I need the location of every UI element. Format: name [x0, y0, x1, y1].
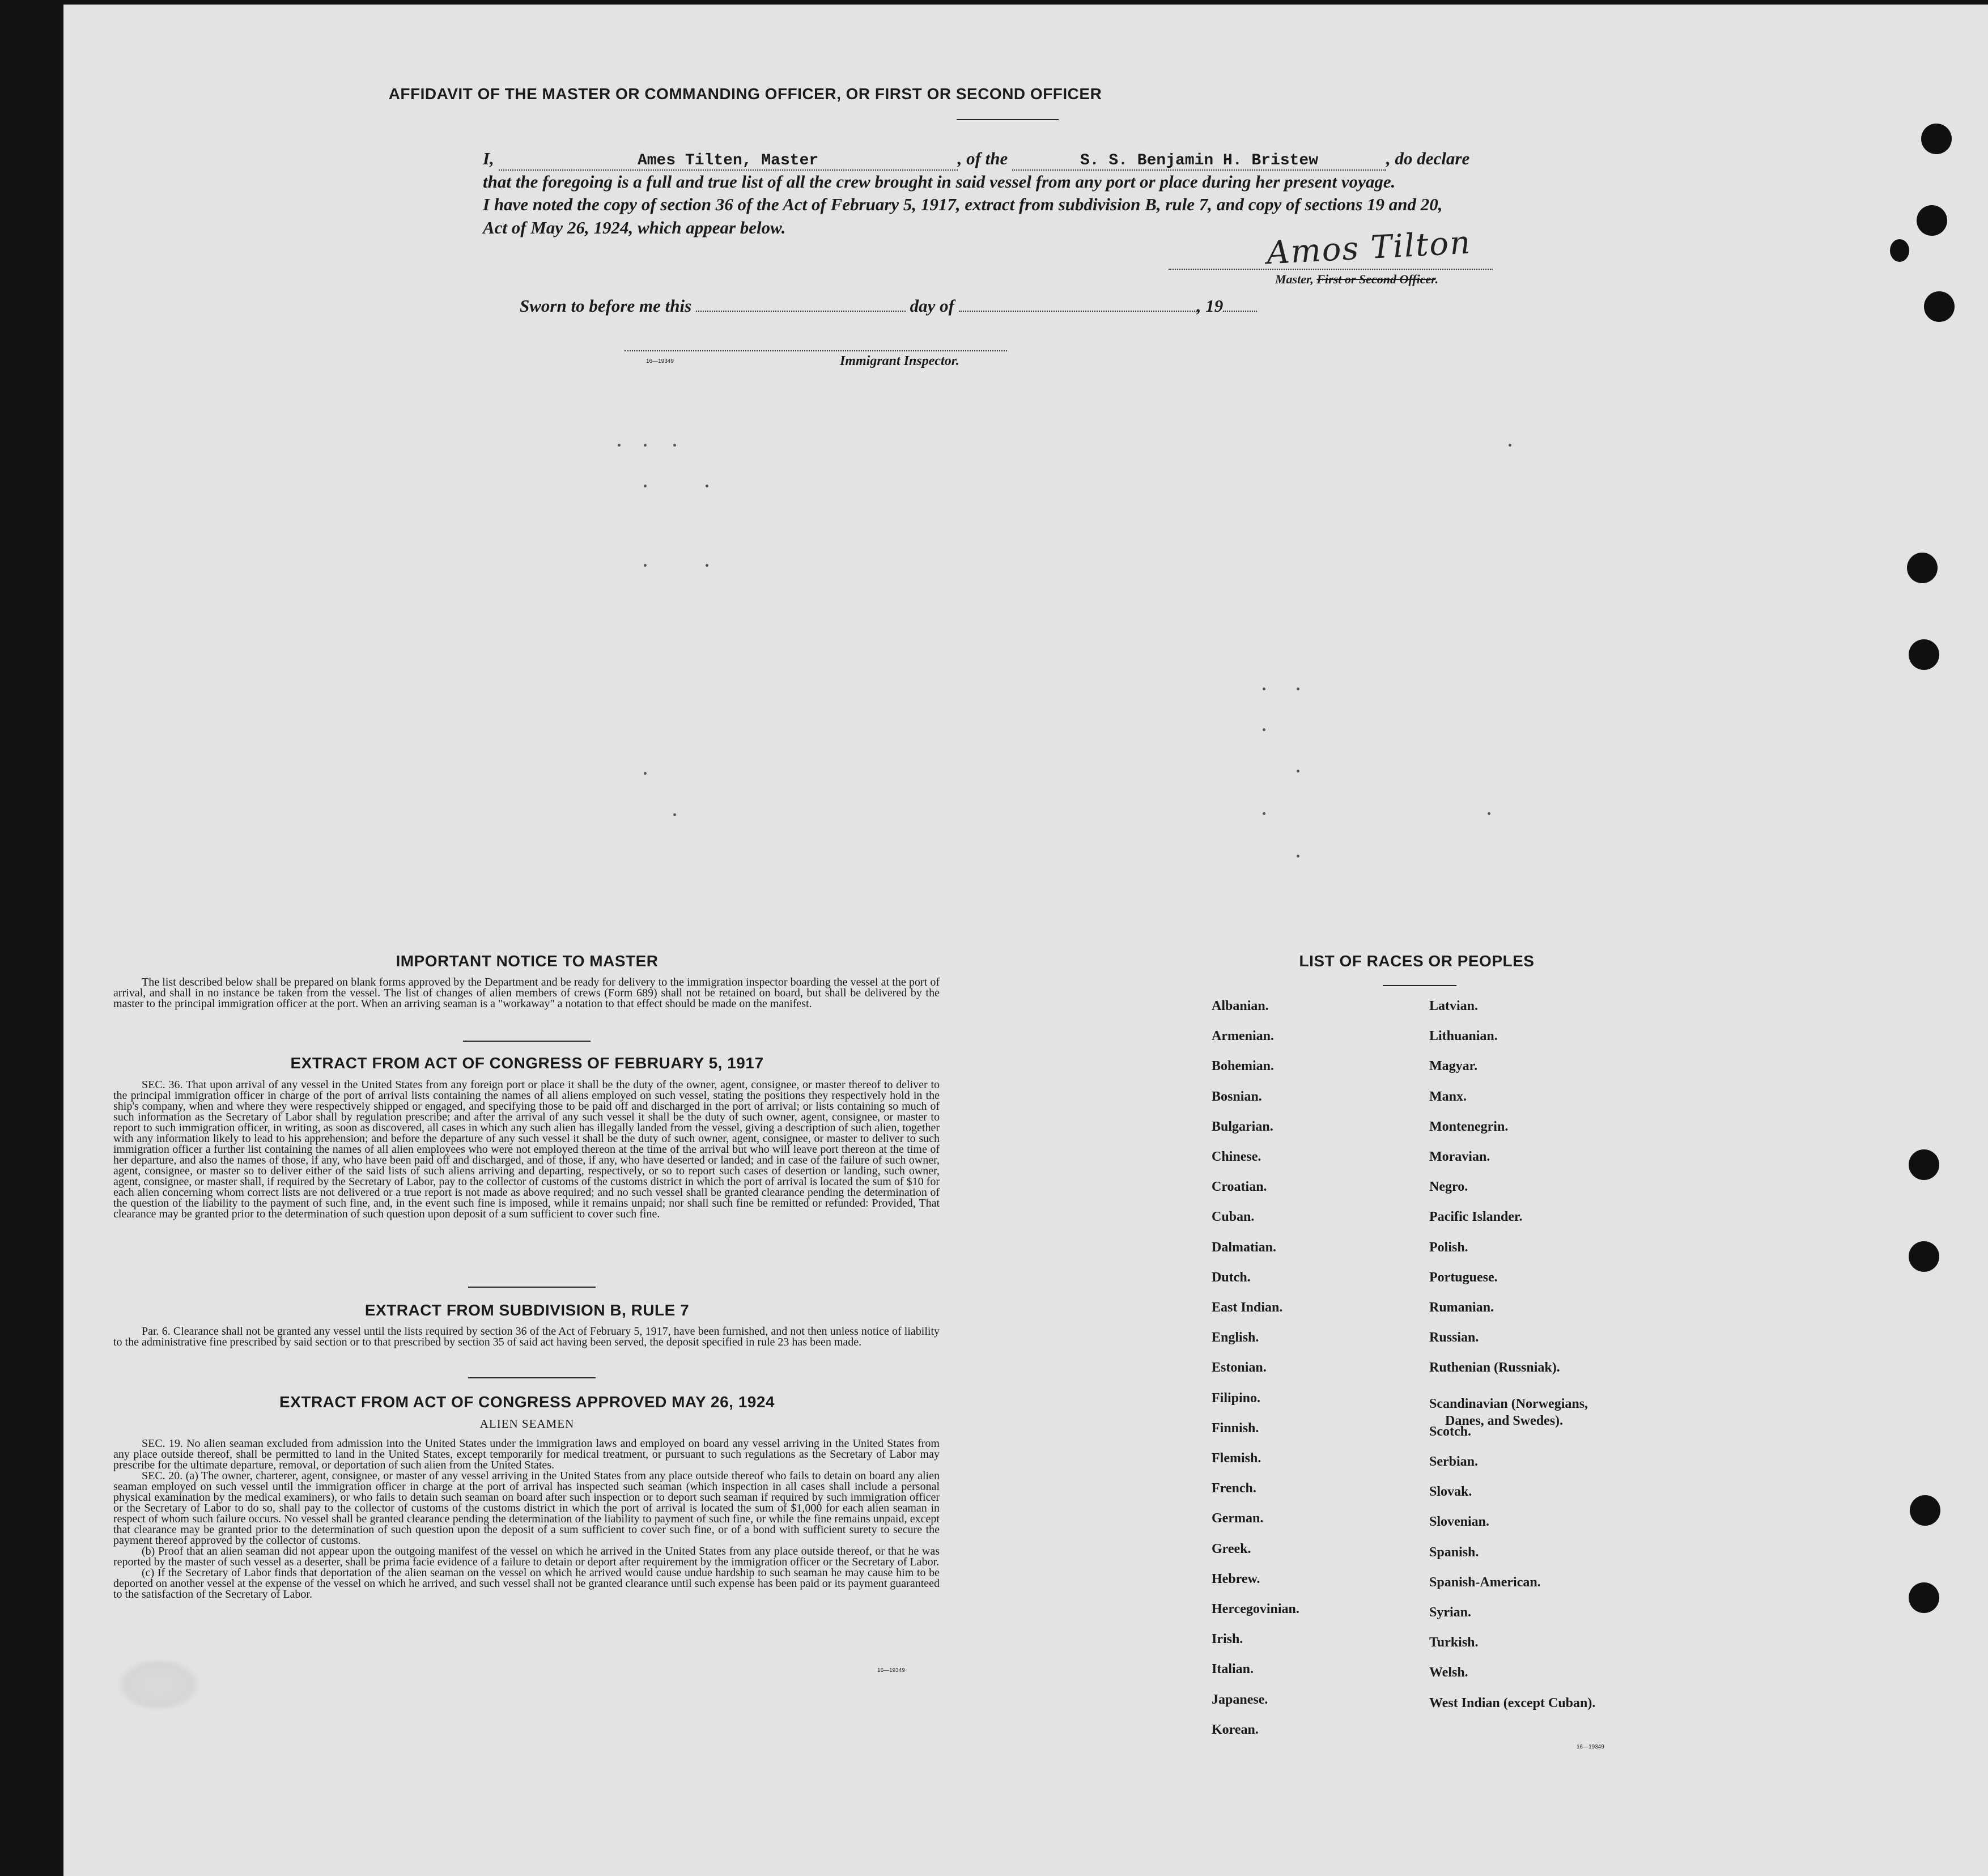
race-item: Filipino.	[1212, 1391, 1261, 1406]
vessel-name-field: S. S. Benjamin H. Bristew	[1012, 152, 1386, 171]
race-item: Scandinavian (Norwegians,	[1429, 1397, 1588, 1411]
race-item: Pacific Islander.	[1429, 1209, 1523, 1224]
embossed-seal	[116, 1658, 201, 1712]
master-signature: Amos Tilton	[1265, 224, 1472, 272]
race-item: Ruthenian (Russniak).	[1429, 1360, 1560, 1375]
race-item: Hercegovinian.	[1212, 1602, 1299, 1616]
signature-line	[1169, 269, 1493, 270]
races-divider	[1383, 985, 1456, 986]
punch-hole	[1890, 239, 1909, 262]
affidavit-line-3: I have noted the copy of section 36 of the Act of February 5, 1917, extract from subdivision B, rule 7, and copy of sections 19 and 20,	[483, 194, 1443, 214]
races-title: LIST OF RACES OR PEOPLES	[1299, 952, 1535, 970]
extract-rule7-title: EXTRACT FROM SUBDIVISION B, RULE 7	[364, 1301, 690, 1319]
race-item: Flemish.	[1212, 1451, 1261, 1466]
punch-hole	[1910, 1495, 1940, 1526]
form-number: 16—19349	[1577, 1744, 1604, 1750]
race-item: East Indian.	[1212, 1300, 1283, 1315]
race-item: Italian.	[1212, 1662, 1254, 1676]
race-item: Spanish-American.	[1429, 1575, 1541, 1590]
race-item: West Indian (except Cuban).	[1429, 1696, 1596, 1711]
race-item: Bulgarian.	[1212, 1119, 1273, 1134]
affidavit-line-2: that the foregoing is a full and true list of all the crew brought in said vessel from any port or place during her present voyage.	[483, 172, 1396, 192]
race-item: Armenian.	[1212, 1029, 1274, 1043]
extract-rule7-text: Par. 6. Clearance shall not be granted any vessel until the lists required by section 36 of the Act of February 5, 1917, have been furnished, and not then unless notice of liability to the administrative fine prescribed by said section or to that prescribed by section 35 of said act having been served, the deposit specified in rule 23 has been made.	[113, 1325, 940, 1348]
race-item: Moravian.	[1429, 1149, 1490, 1164]
punch-hole	[1909, 639, 1939, 670]
race-item: Syrian.	[1429, 1605, 1472, 1620]
race-item: Bohemian.	[1212, 1059, 1275, 1073]
punch-hole	[1907, 553, 1938, 583]
section-divider	[463, 1041, 591, 1042]
race-item: Greek.	[1212, 1542, 1251, 1556]
race-item: Slovenian.	[1429, 1514, 1490, 1529]
sworn-day-field	[696, 297, 906, 312]
race-item: Lithuanian.	[1429, 1029, 1498, 1043]
race-item: Chinese.	[1212, 1149, 1261, 1164]
extract-1924-text: SEC. 19. No alien seaman excluded from admission into the United States under the immigration laws and employed on board any vessel arriving in the United States from any place outside thereof, shall be permitted to land in the United States, except temporarily for medical treatment, or pursuant to such regulations as the Secretary of Labor may prescribe for the ultimate departure, removal, or deportation of such alien from the United States. SEC. 20. (a) The owner, charterer, agent, consignee, or master of any vessel arriving in the United States from any place outside thereof who fails to detain on board any alien seaman employed on such vessel until the immigration officer in charge at the port of arrival has inspected such seaman (which inspection in all cases shall include a personal physical examination by the medical examiners), or who fails to detain such seaman on board after such inspection or to deport such seaman if required by such immigration officer or the Secretary of Labor to do so, shall pay to the collector of customs of the customs district in which the port of arrival is located the sum of $1,000 for each alien seaman in respect of whom such failure occurs. No vessel shall be granted clearance pending the determination of the liability to payment of such fine, or while the fine remains unpaid, except that clearance may be granted prior to the determination of such question upon the deposit of a sum sufficient to cover such fine, or of a bond with sufficient surety to secure the payment thereof approved by the collector of customs. (b) Proof that an alien seaman did not appear upon the outgoing manifest of the vessel on which he arrived in the United States from any place outside thereof, or that he was reported by the master of such vessel as a deserter, shall be prima facie evidence of a failure to detain or deport after requirement by the immigration officer or the Secretary of Labor. (c) If the Secretary of Labor finds that deportation of the alien seaman on the vessel on which he arrived would cause undue hardship to such seaman he may cause him to be deported on another vessel at the expense of the vessel on which he arrived, and such vessel shall not be granted clearance until such expense has been paid or its payment guaranteed to the satisfaction of the Secretary of Labor.	[113, 1437, 940, 1601]
punch-hole	[1924, 291, 1955, 322]
race-item: Spanish.	[1429, 1545, 1479, 1560]
section-divider	[468, 1287, 596, 1288]
race-item: Danes, and Swedes).	[1445, 1414, 1564, 1428]
notice-text: The list described below shall be prepared on blank forms approved by the Department and be ready for delivery to the immigration inspector boarding the vessel at the port of arrival, and shall in no instance be taken from the vessel. The list of changes of alien members of crews (Form 689) shall not be retained on board, but shall be delivered by the master to the principal immigration officer at the port. When an arriving seaman is a "workaway" a notation to that effect should be made on the manifest.	[113, 976, 940, 1010]
punch-hole	[1909, 1241, 1939, 1272]
extract-1917-title: EXTRACT FROM ACT OF CONGRESS OF FEBRUARY 5, 1917	[290, 1054, 764, 1072]
race-item: Magyar.	[1429, 1059, 1478, 1073]
alien-seamen-subtitle: ALIEN SEAMEN	[479, 1417, 575, 1431]
form-number: 16—19349	[877, 1667, 905, 1674]
inspector-signature-line	[625, 350, 1007, 351]
race-item: Rumanian.	[1429, 1300, 1494, 1315]
race-item: Montenegrin.	[1429, 1119, 1509, 1134]
inspector-caption: Immigrant Inspector.	[840, 354, 959, 368]
race-item: Albanian.	[1212, 999, 1269, 1013]
race-item: Estonian.	[1212, 1360, 1267, 1375]
race-item: Portuguese.	[1429, 1270, 1498, 1285]
section-divider	[468, 1377, 596, 1378]
race-item: Manx.	[1429, 1089, 1467, 1104]
race-item: Bosnian.	[1212, 1089, 1262, 1104]
notice-title: IMPORTANT NOTICE TO MASTER	[396, 952, 659, 970]
punch-hole	[1909, 1582, 1939, 1613]
punch-hole	[1909, 1149, 1939, 1180]
race-item: Croatian.	[1212, 1179, 1267, 1194]
sworn-month-field	[959, 297, 1197, 312]
race-item: German.	[1212, 1511, 1264, 1526]
sworn-year-field	[1223, 297, 1257, 312]
race-item: Korean.	[1212, 1722, 1259, 1737]
race-item: Japanese.	[1212, 1692, 1268, 1707]
race-item: Irish.	[1212, 1632, 1243, 1646]
race-item: Dalmatian.	[1212, 1240, 1276, 1255]
race-item: Russian.	[1429, 1330, 1479, 1345]
race-item: Dutch.	[1212, 1270, 1251, 1285]
race-item: English.	[1212, 1330, 1259, 1345]
race-item: Hebrew.	[1212, 1572, 1260, 1586]
race-item: Serbian.	[1429, 1454, 1479, 1469]
punch-hole	[1921, 124, 1952, 154]
race-item: Slovak.	[1429, 1484, 1472, 1499]
extract-1917-text: SEC. 36. That upon arrival of any vessel in the United States from any foreign port or place it shall be the duty of the owner, agent, consignee, or master thereof to deliver to the principal immigration officer in charge of the port of arrival lists containing the names of all aliens employed on such vessel, stating the positions they respectively hold in the ship's company, when and where they were respectively shipped or engaged, and specifying those to be paid off and discharged in the port of arrival; or lists containing so much of such information as the Secretary of Labor shall by regulation prescribe; and after the arrival of any such vessel it shall be the duty of such owner, agent, consignee, or master to report to such immigration officer, in writing, as soon as discovered, all cases in which any such alien has illegally landed from the vessel, giving a description of such alien, together with any information likely to lead to his apprehension; and before the departure of any such vessel it shall be the duty of such owner, agent, consignee, or master to deliver to such immigration officer a further list containing the names of all alien employees who were not employed thereon at the time of the arrival but who will leave port thereon at the time of her departure, and also the names of those, if any, who have been paid off and discharged, and of those, if any, who have deserted or landed; and in case of the failure of such owner, agent, consignee, or master so to deliver either of the said lists of such aliens arriving and departing, respectively, or so to report such cases of desertion or landing, such owner, agent, consignee, or master shall, if required by the Secretary of Labor, pay to the collector of customs of the customs district in which the port of arrival is located the sum of $10 for each alien concerning whom correct lists are not delivered or a true report is not made as above required; and no such vessel shall be granted clearance pending the determination of the question of the liability to the payment of such fine, and, in the event such fine is imposed, while it remains unpaid; nor shall such fine be remitted or refunded: Provided, That clearance may be granted prior to the determination of such question upon deposit of a sum sufficient to cover such fine.	[113, 1079, 940, 1220]
race-item: Welsh.	[1429, 1665, 1468, 1680]
race-item: French.	[1212, 1481, 1256, 1496]
affidavit-title: AFFIDAVIT OF THE MASTER OR COMMANDING OFFICER, OR FIRST OR SECOND OFFICER	[388, 85, 1102, 103]
sworn-line: Sworn to before me this day of , 19	[520, 296, 1257, 316]
form-number: 16—19349	[646, 358, 674, 364]
race-item: Polish.	[1429, 1240, 1468, 1255]
signature-caption: Master, First or Second Officer.	[1275, 272, 1439, 286]
race-item: Turkish.	[1429, 1635, 1479, 1650]
race-item: Finnish.	[1212, 1421, 1259, 1436]
punch-hole	[1917, 205, 1947, 236]
title-divider	[957, 119, 1059, 120]
master-name-field: Ames Tilten, Master	[499, 152, 958, 171]
extract-1924-title: EXTRACT FROM ACT OF CONGRESS APPROVED MAY 26, 1924	[279, 1393, 775, 1411]
race-item: Cuban.	[1212, 1209, 1255, 1224]
race-item: Latvian.	[1429, 999, 1479, 1013]
affidavit-line-4: Act of May 26, 1924, which appear below.	[483, 218, 786, 237]
race-item: Scotch.	[1429, 1424, 1471, 1439]
race-item: Negro.	[1429, 1179, 1468, 1194]
affidavit-line-1: I, Ames Tilten, Master , of the S. S. Benjamin H. Bristew , do declare	[483, 148, 1470, 169]
